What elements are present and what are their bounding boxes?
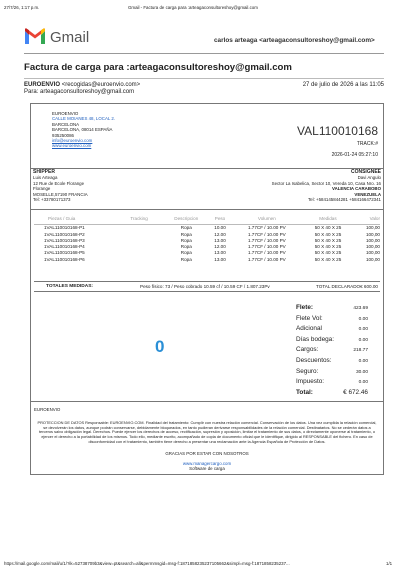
table-cell: 50 X 40 X 25	[314, 250, 342, 256]
table-body	[34, 225, 380, 263]
table-cell: 50 X 40 X 25	[314, 237, 342, 243]
table-cell: 1.77CF / 10.00 PV	[247, 225, 286, 231]
table-cell: Ropa	[180, 244, 192, 250]
consignee-block	[210, 170, 381, 202]
consignee-title: CONSIGNEE	[350, 169, 381, 175]
table-cell: Ropa	[180, 250, 192, 256]
charges-summary	[296, 304, 368, 399]
table-header-cell: Peso	[209, 216, 231, 225]
table-cell: 1.77CF / 10.00 PV	[247, 231, 286, 237]
company-phone: 935250086	[52, 132, 74, 138]
table-cell: Ropa	[180, 237, 192, 243]
sender-name: EUROENVIO	[24, 82, 61, 88]
charge-label: Total:	[296, 388, 313, 396]
table-header-cell: Medidas	[303, 216, 353, 225]
table-cell: 13.00	[214, 250, 226, 256]
shipper-phone: Tel: +33780171373	[33, 197, 71, 203]
shipper-address: 12 Rue de Ecole Florange	[33, 180, 85, 186]
charge-label: Adicional	[296, 325, 322, 333]
table-cell: 100,00	[365, 225, 380, 231]
footer-legal: PROTECCION DE DATOS Responsable: EUROENVIO.COM. Finalidad del tratamiento: Cumplir con nuestra relación comercial. Conservación de los datos. Una vez cumplida la relación comercial, se devolverán los datos, aunque podrán conservarse, debidamente bloqueados, en tanto pudieran derivarse responsabilidades de la relación comercial. Destinatarios. No se cederán datos a terceros salvo obligación legal. Derechos. Puede ejercer los derechos de acceso, rectificación, supresión y oposición, limitar el tratamiento de sus datos, o directamente oponerse al tratamiento, o ejercer el derecho a la portabilidad de los mismos. Todo ello, mediante escrito, acompañado de copia de documento oficial que le identifique, dirigido al RESPONSABLE del fichero. En caso de disconformidad con el tratamiento, también tiene derecho a presentar una reclamación ante la Agencia Española de Protección de Datos.	[37, 420, 377, 444]
company-name: EUROENVIO	[52, 111, 79, 116]
tracking-number: VAL110010168	[297, 124, 378, 138]
footer-software: Software de carga	[189, 466, 225, 471]
table-header-cell: Volumen	[231, 216, 303, 225]
charge-row	[296, 368, 368, 379]
totals-weights: Peso físico: 73 / Peso cobrado 10.59 cf / 10.59 CF / 1.807.23Pv	[140, 284, 270, 289]
company-street: CALLE MOIANES 48, LOCAL 2.	[52, 116, 116, 122]
table-cell: 1.77CF / 10.00 PV	[247, 244, 286, 250]
shipper-name: Luis Arteaga	[33, 175, 58, 181]
charge-value: 0.00	[358, 337, 368, 343]
charge-label: Flete Vol:	[296, 314, 323, 322]
consignee-name: Davi Angulo	[357, 175, 381, 181]
print-url: https://mail.google.com/mail/u/1/?ik=52738709b3&view=pt&search=all&permmsgid=msg-f:1871858235237105662&simpl=msg-f:1871858235237...	[4, 561, 290, 566]
sender-email[interactable]: <recogidas@euroenvio.com>	[61, 82, 141, 88]
company-info	[52, 111, 115, 149]
table-row	[34, 225, 380, 232]
table-cell: Ropa	[180, 225, 192, 231]
charge-row	[296, 336, 368, 347]
table-header-cell: Piezas / Guia	[34, 216, 130, 225]
table-cell: 100,00	[365, 256, 380, 262]
charge-label: Descuentos:	[296, 356, 332, 364]
pieces-table	[34, 216, 380, 263]
table-cell: Ropa	[180, 256, 192, 262]
table-cell: 100,00	[365, 237, 380, 243]
email-date: 27 de julio de 2026 a las 11:05	[302, 82, 384, 88]
big-zero-amount: 0	[155, 337, 165, 356]
footer-site-link[interactable]: www.managercargo.com	[182, 461, 232, 466]
print-datetime: 27/7/26, 1:17 p.m.	[4, 5, 40, 10]
charge-value: 0.00	[358, 380, 368, 386]
shipper-title: SHIPPER	[33, 169, 55, 175]
company-city: BARCELONA	[52, 121, 80, 127]
charge-label: Impuesto:	[296, 378, 325, 386]
email-to: Para: arteagaconsultoreshoy@gmail.com	[24, 89, 135, 95]
table-cell: 100,00	[365, 244, 380, 250]
consignee-city: VALENCIA CARABOBO	[331, 186, 381, 192]
charge-row	[296, 325, 368, 336]
charge-value: 0.00	[358, 358, 368, 364]
track-label: TRACK:#	[356, 141, 378, 147]
table-cell: 1.77CF / 10.00 PV	[247, 250, 286, 256]
table-cell: 1VAL110010168-P2	[44, 231, 85, 237]
table-cell: 12.00	[214, 231, 226, 237]
company-email-link[interactable]: info@euroenvio.com	[52, 138, 93, 144]
table-cell: 50 X 40 X 25	[314, 256, 342, 262]
table-cell	[130, 257, 163, 263]
totals-label: TOTALES MEDIDAS:	[46, 284, 93, 289]
account-label: carlos arteaga <arteagaconsultoreshoy@gmail.com>	[214, 37, 375, 44]
table-header-cell: Valor	[353, 216, 380, 225]
charge-value: 30.00	[355, 369, 368, 375]
charge-label: Días bodega:	[296, 335, 335, 343]
consignee-address: Sector La Isabelica, Sector 10, Vereda 10, Casa Nro. 16	[271, 180, 381, 186]
gmail-logo-icon	[24, 28, 46, 46]
table-cell: 50 X 40 X 25	[314, 231, 342, 237]
footer-thanks: GRACIAS POR ESTAR CON NOSOTROS	[165, 451, 249, 456]
charge-value: € 672.46	[343, 388, 368, 396]
shipper-postal: MOSELLE,57190 FRANCIA	[33, 191, 88, 197]
table-cell: 13.00	[214, 237, 226, 243]
table-cell: 1VAL110010168-P5	[44, 250, 85, 256]
consignee-country: VENEZUELA	[354, 191, 381, 197]
shipper-block	[33, 170, 203, 202]
charge-row	[296, 389, 368, 400]
charge-label: Cargos:	[296, 346, 319, 354]
table-cell: 1VAL110010168-P6	[44, 256, 85, 262]
print-page-number: 1/1	[386, 561, 393, 566]
table-cell: 100,00	[365, 231, 380, 237]
shipper-city: Florange	[33, 186, 51, 192]
table-cell: 100,00	[365, 250, 380, 256]
charge-row	[296, 357, 368, 368]
table-cell: Ropa	[180, 231, 192, 237]
gmail-wordmark: Gmail	[50, 29, 90, 46]
charge-value: 423.69	[353, 306, 368, 311]
company-postal: BARCELONA, 08014 ESPAÑA	[52, 127, 113, 133]
footer-company: EUROENVIO	[34, 407, 61, 412]
table-header-cell: Tracking	[130, 216, 163, 225]
charge-value: 0.00	[358, 327, 368, 333]
table-row	[34, 257, 380, 263]
table-cell: 50 X 40 X 25	[314, 244, 342, 250]
table-cell: 12.00	[214, 244, 226, 250]
charge-row	[296, 315, 368, 326]
charge-label: Seguro:	[296, 367, 319, 375]
charge-row	[296, 346, 368, 357]
consignee-phone: Tel: +584145844281 +584166472341	[307, 197, 381, 203]
table-cell: 1VAL110010168-P1	[44, 225, 85, 231]
charge-value: 218.77	[353, 348, 368, 354]
company-web-link[interactable]: www.euroenvio.com	[52, 143, 92, 149]
charge-row	[296, 304, 368, 315]
table-header-cell: Descripcion	[164, 216, 210, 225]
table-header-row	[34, 216, 380, 225]
table-cell: 1.77CF / 10.00 PV	[247, 256, 286, 262]
totals-declared: TOTAL DECLARADO€ 600.00	[316, 284, 378, 289]
charge-value: 0.00	[358, 316, 368, 322]
table-cell: 1VAL110010168-P3	[44, 237, 85, 243]
print-title: Gmail - Factura de carga para :arteagaconsultoreshoy@gmail.com	[128, 5, 258, 10]
charge-label: Flete:	[296, 304, 314, 311]
table-cell: 10.00	[214, 225, 226, 231]
charge-row	[296, 378, 368, 389]
table-cell	[130, 225, 163, 232]
table-cell: 13.00	[214, 256, 226, 262]
table-cell: 1VAL110010168-P4	[44, 244, 85, 250]
table-cell: 50 X 40 X 25	[314, 225, 342, 231]
email-subject: Factura de carga para :arteagaconsultoreshoy@gmail.com	[24, 62, 292, 73]
invoice-timestamp: 2026-01-24 05:27:10	[331, 152, 378, 158]
table-cell: 1.77CF / 10.00 PV	[247, 237, 286, 243]
